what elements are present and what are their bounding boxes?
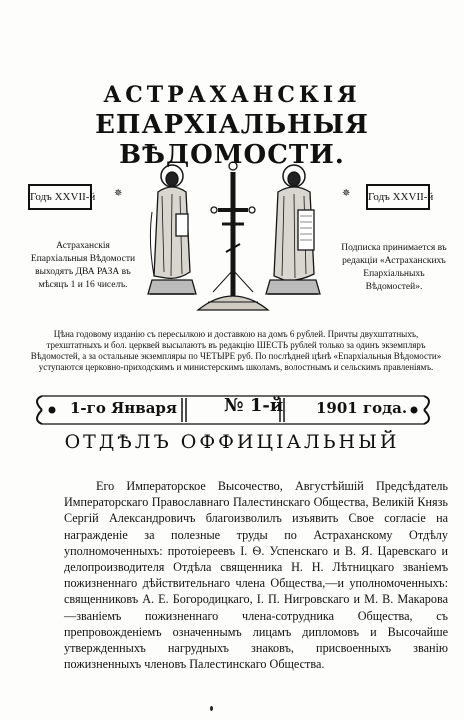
end-mark-icon <box>210 706 213 711</box>
cross-icon <box>198 162 268 310</box>
star-ornament-icon: ✵ <box>114 188 123 199</box>
star-ornament-icon: ✵ <box>342 188 351 199</box>
subscription-price-notice: Цѣна годовому изданію съ пересылкою и доставкою на домъ 6 рублей. Причты двухштатныхъ, трехштатныхъ и бол. церквей высылаютъ въ редакцію ШЕСТЬ рублей только за одинъ экземпляръ Вѣдомостей, а за остальные экземпляры по ЧЕТЫРЕ руб. По послѣдней цѣнѣ «Епархіальныя Вѣдомости» уступаются церковно-приходскимъ и министерскимъ школамъ, волостнымъ и сельскимъ правленіямъ. <box>30 329 442 372</box>
year-box-left: Годъ XXVII-й <box>28 184 92 210</box>
issue-date: 1-го Января <box>70 399 177 417</box>
issue-number: № 1-й <box>224 395 284 416</box>
right-notice: Подписка принимается въ редакціи «Астраханскихъ Епархіальныхъ Вѣдомостей». <box>341 243 447 292</box>
saints-and-cross-engraving <box>138 152 328 316</box>
left-saint-figure <box>148 165 196 294</box>
right-saint-figure <box>266 165 320 294</box>
masthead-title-line1: АСТРАХАНСКІЯ <box>103 82 361 108</box>
masthead-title-line2: ЕПАРХІАЛЬНЫЯ ВѢДОМОСТИ. <box>95 110 369 170</box>
article-body: Его Императорское Высочество, Августѣйшій Предсѣдатель Императорскаго Православнаго Палестинскаго Общества, Великій Князь Сергій Александровичъ благоизволилъ изъявить Свое согласіе на награжденіе за полезные труды по Астраханскому Отдѣлу уполномоченныхъ: протоіереевъ І. Ѳ. Успенскаго и В. Я. Царевскаго и делопроизводителя Отдѣла священника Н. Н. Лѣтницкаго званіемъ пожизненнаго дѣйствительнаго члена Общества,—и уполномоченныхъ: священниковъ А. Е. Богородицкаго, І. П. Нигровскаго и М. В. Макарова—званіемъ пожизненнаго члена-сотрудника Общества, съ препровожденіемъ означеннымъ лицамъ дипломовъ и Высочайше утвержденныхъ нагрудныхъ знаковъ, присвоенныхъ званію пожизненныхъ членовъ Палестинскаго Общества. <box>64 479 448 672</box>
left-notice: Астраханскія Епархіальныя Вѣдомости выходятъ ДВА РАЗА въ мѣсяцъ 1 и 16 чиселъ. <box>30 241 136 290</box>
issue-band <box>28 392 438 428</box>
section-title: ОТДѢЛЪ ОФФИЦІАЛЬНЫЙ <box>64 431 400 453</box>
issue-year: 1901 года. <box>316 399 408 417</box>
year-box-right: Годъ XXVII-й <box>366 184 430 210</box>
